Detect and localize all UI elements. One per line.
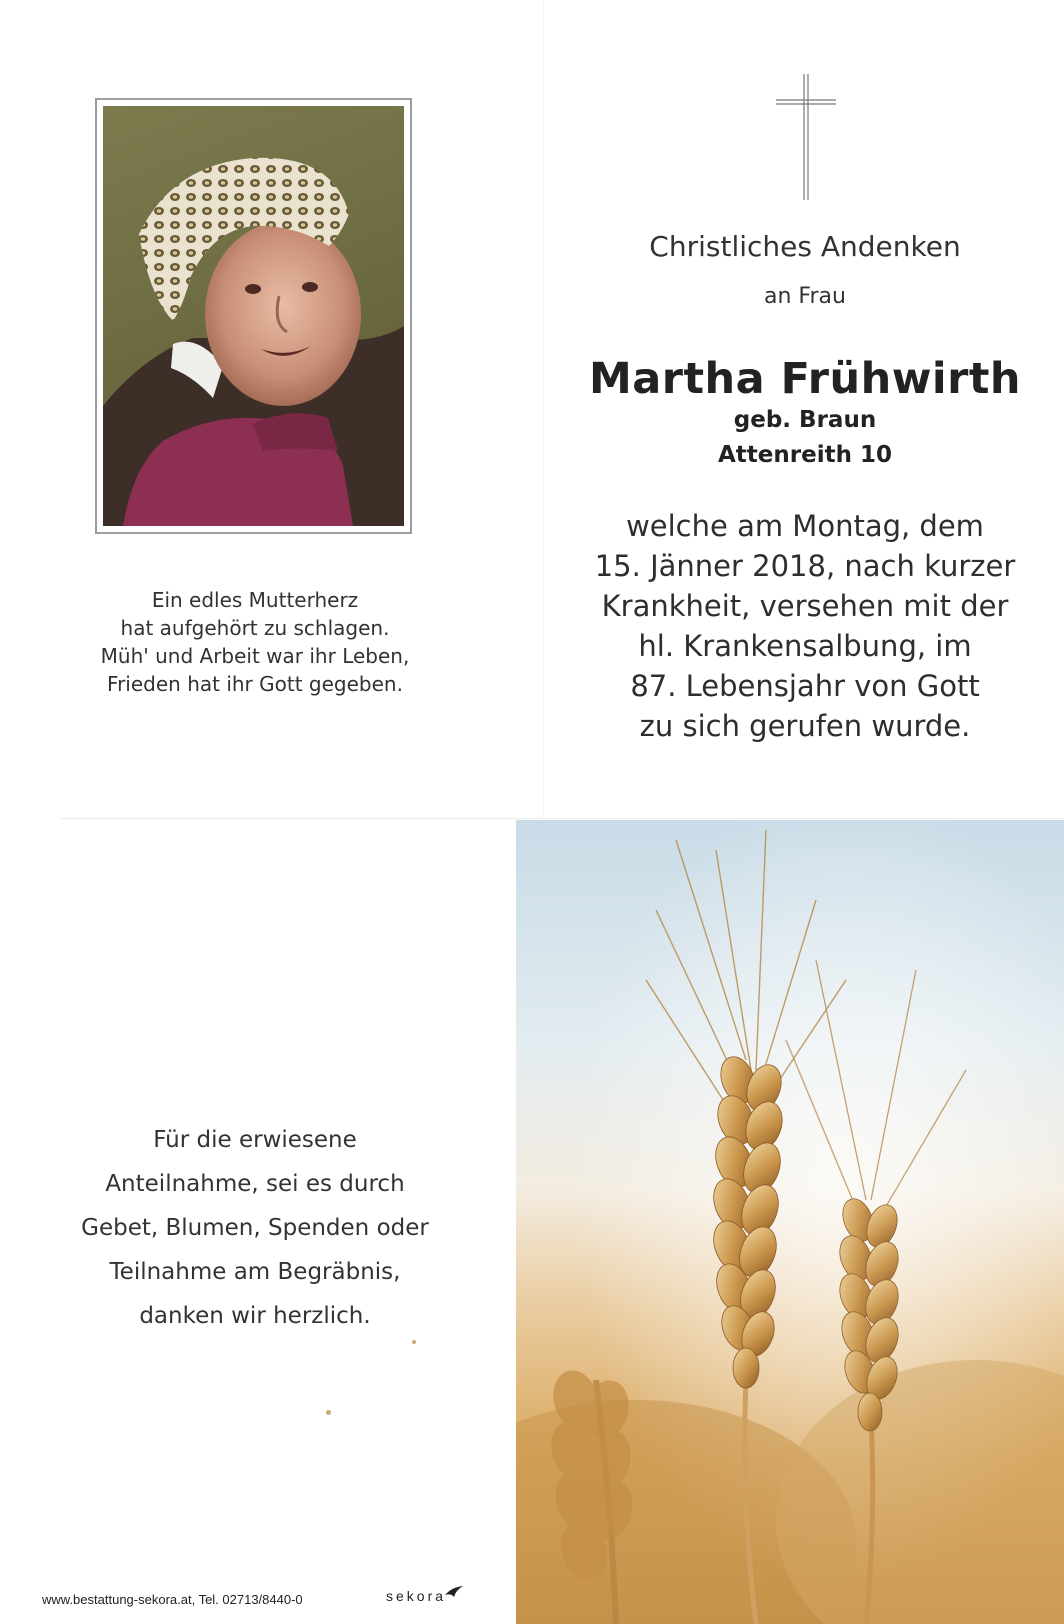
- message-line: hl. Krankensalbung, im: [638, 629, 972, 663]
- thanks-text: [60, 1118, 450, 1338]
- salutation: an Frau: [764, 284, 846, 309]
- paper-speck: [412, 1340, 416, 1344]
- portrait-image: [103, 106, 404, 526]
- verse-line: Müh' und Arbeit war ihr Leben,: [100, 644, 410, 668]
- message-line: 87. Lebensjahr von Gott: [630, 669, 980, 703]
- address: Attenreith 10: [718, 442, 892, 468]
- thanks-line: Teilnahme am Begräbnis,: [109, 1259, 401, 1285]
- fold-line-vertical: [543, 0, 544, 818]
- bird-icon: [444, 1585, 464, 1599]
- thanks-line: Für die erwiesene: [153, 1127, 357, 1153]
- logo-text: sekora: [386, 1588, 447, 1604]
- thanks-line: Gebet, Blumen, Spenden oder: [81, 1215, 429, 1241]
- message-line: Krankheit, versehen mit der: [601, 589, 1009, 623]
- memorial-verse: [60, 586, 450, 698]
- message-line: 15. Jänner 2018, nach kurzer: [594, 549, 1016, 583]
- card-heading: Christliches Andenken: [649, 230, 961, 263]
- wheat-image: [516, 820, 1064, 1624]
- death-notice-text: [560, 506, 1050, 746]
- verse-line: hat aufgehört zu schlagen.: [120, 616, 390, 640]
- paper-speck: [326, 1410, 331, 1415]
- verse-line: Frieden hat ihr Gott gegeben.: [107, 672, 403, 696]
- deceased-name: Martha Frühwirth: [588, 354, 1022, 404]
- portrait-photo: [95, 98, 412, 534]
- fold-line-horizontal: [60, 818, 1064, 819]
- sekora-logo: [386, 1585, 466, 1615]
- message-line: welche am Montag, dem: [626, 509, 984, 543]
- cross-icon: [774, 72, 838, 202]
- maiden-name: geb. Braun: [733, 407, 877, 433]
- verse-line: Ein edles Mutterherz: [151, 588, 359, 612]
- thanks-line: danken wir herzlich.: [139, 1303, 371, 1329]
- funeral-home-contact: www.bestattung-sekora.at, Tel. 02713/8440-0: [42, 1592, 303, 1607]
- thanks-line: Anteilnahme, sei es durch: [105, 1171, 405, 1197]
- message-line: zu sich gerufen wurde.: [639, 709, 971, 743]
